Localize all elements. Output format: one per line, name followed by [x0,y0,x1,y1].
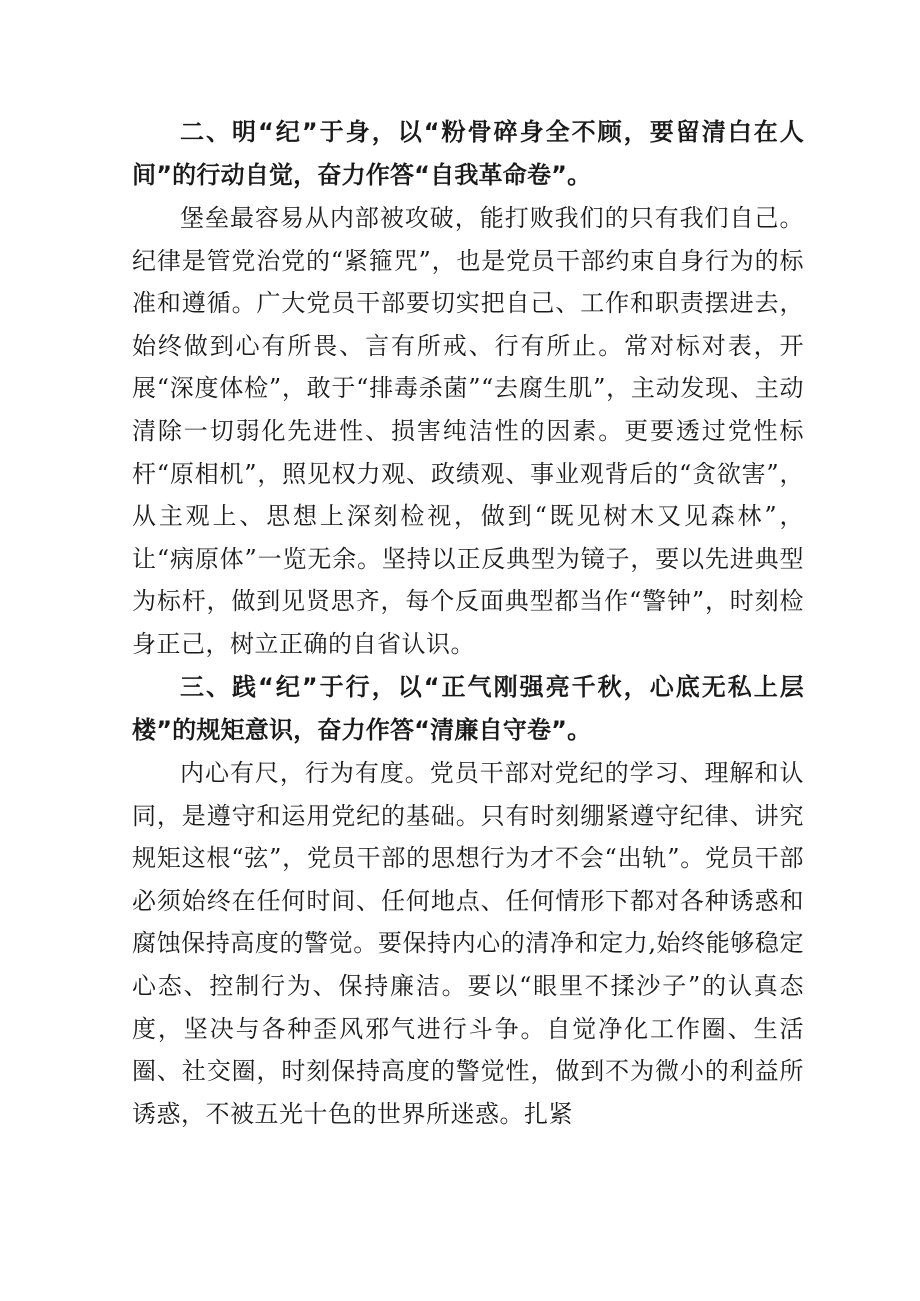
section-body-paragraph-2: 堡垒最容易从内部被攻破，能打败我们的只有我们自己。纪律是管党治党的“紧箍咒”，也是党员干部约束自身行为的标准和遵循。广大党员干部要切实把自己、工作和职责摆进去，始终做到心有所畏、言有所戒、行有所止。常对标对表，开展“深度体检”，敢于“排毒杀菌”“去腐生肌”，主动发现、主动清除一切弱化先进性、损害纯洁性的因素。更要透过党性标杆“原相机”，照见权力观、政绩观、事业观背后的“贪欲害”，从主观上、思想上深刻检视，做到“既见树木又见森林”，让“病原体”一览无余。坚持以正反典型为镜子，要以先进典型为标杆，做到见贤思齐，每个反面典型都当作“警钟”，时刻检身正己，树立正确的自省认识。 [132,204,804,658]
section-body-paragraph-3: 内心有尺，行为有度。党员干部对党纪的学习、理解和认同，是遵守和运用党纪的基础。只有时刻绷紧遵守纪律、讲究规矩这根“弦”，党员干部的思想行为才不会“出轨”。党员干部必须始终在任何时间、任何地点、任何情形下都对各种诱惑和腐蚀保持高度的警觉。要保持内心的清净和定力,始终能够稳定心态、控制行为、保持廉洁。要以“眼里不揉沙子”的认真态度，坚决与各种歪风邪气进行斗争。自觉净化工作圈、生活圈、社交圈，时刻保持高度的警觉性，做到不为微小的利益所诱惑，不被五光十色的世界所迷惑。扎紧 [132,759,804,1128]
section-heading-2: 二、明“纪”于身，以“粉骨碎身全不顾，要留清白在人间”的行动自觉，奋力作答“自我革命卷”。 [132,118,804,189]
section-heading-3: 三、践“纪”于行，以“正气刚强亮千秋，心底无私上层楼”的规矩意识，奋力作答“清廉自守卷”。 [132,673,804,744]
